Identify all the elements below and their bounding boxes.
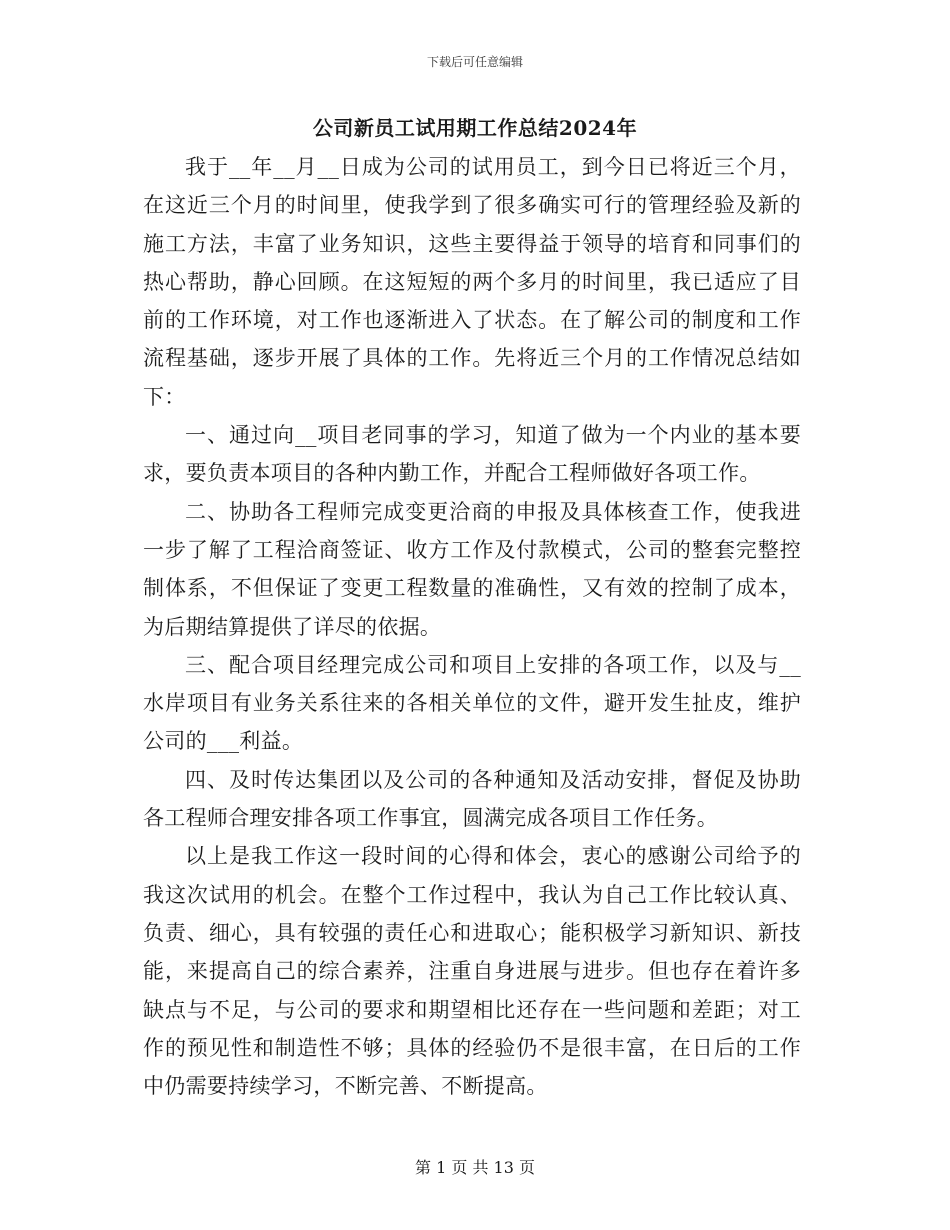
- paragraph-conclusion: 以上是我工作这一段时间的心得和体会，衷心的感谢公司给予的我这次试用的机会。在整个工作过程中，我认为自己工作比较认真、负责、细心，具有较强的责任心和进取心；能积极学习新知识、新技能，来提高自己的综合素养，注重自身进展与进步。但也存在着许多缺点与不足，与公司的要求和期望相比还存在一些问题和差距；对工作的预见性和制造性不够；具体的经验仍不是很丰富，在日后的工作中仍需要持续学习，不断完善、不断提高。: [143, 844, 801, 1099]
- paragraph-item-4: 四、及时传达集团以及公司的各种通知及活动安排，督促及协助各工程师合理安排各项工作事宜，圆满完成各项目工作任务。: [143, 767, 801, 831]
- paragraph-item-3: 三、配合项目经理完成公司和项目上安排的各项工作，以及与__水岸项目有业务关系往来的各相关单位的文件，避开发生扯皮，维护公司的___利益。: [143, 652, 801, 754]
- page-number: 第 1 页 共 13 页: [415, 1158, 535, 1177]
- page-header-note: 下载后可任意编辑: [426, 55, 523, 69]
- document-body: [143, 148, 801, 1105]
- paragraph-intro: 我于__年__月__日成为公司的试用员工，到今日已将近三个月，在这近三个月的时间里，使我学到了很多确实可行的管理经验及新的施工方法，丰富了业务知识，这些主要得益于领导的培育和同事们的热心帮助，静心回顾。在这短短的两个多月的时间里，我已适应了目前的工作环境，对工作也逐渐进入了状态。在了解公司的制度和工作流程基础，逐步开展了具体的工作。先将近三个月的工作情况总结如下：: [143, 155, 801, 409]
- document-title: 公司新员工试用期工作总结2024年: [312, 116, 638, 140]
- paragraph-item-2: 二、协助各工程师完成变更洽商的申报及具体核查工作，使我进一步了解了工程洽商签证、收方工作及付款模式，公司的整套完整控制体系，不但保证了变更工程数量的准确性，又有效的控制了成本，为后期结算提供了详尽的依据。: [143, 499, 801, 639]
- paragraph-item-1: 一、通过向__项目老同事的学习，知道了做为一个内业的基本要求，要负责本项目的各种内勤工作，并配合工程师做好各项工作。: [143, 423, 801, 486]
